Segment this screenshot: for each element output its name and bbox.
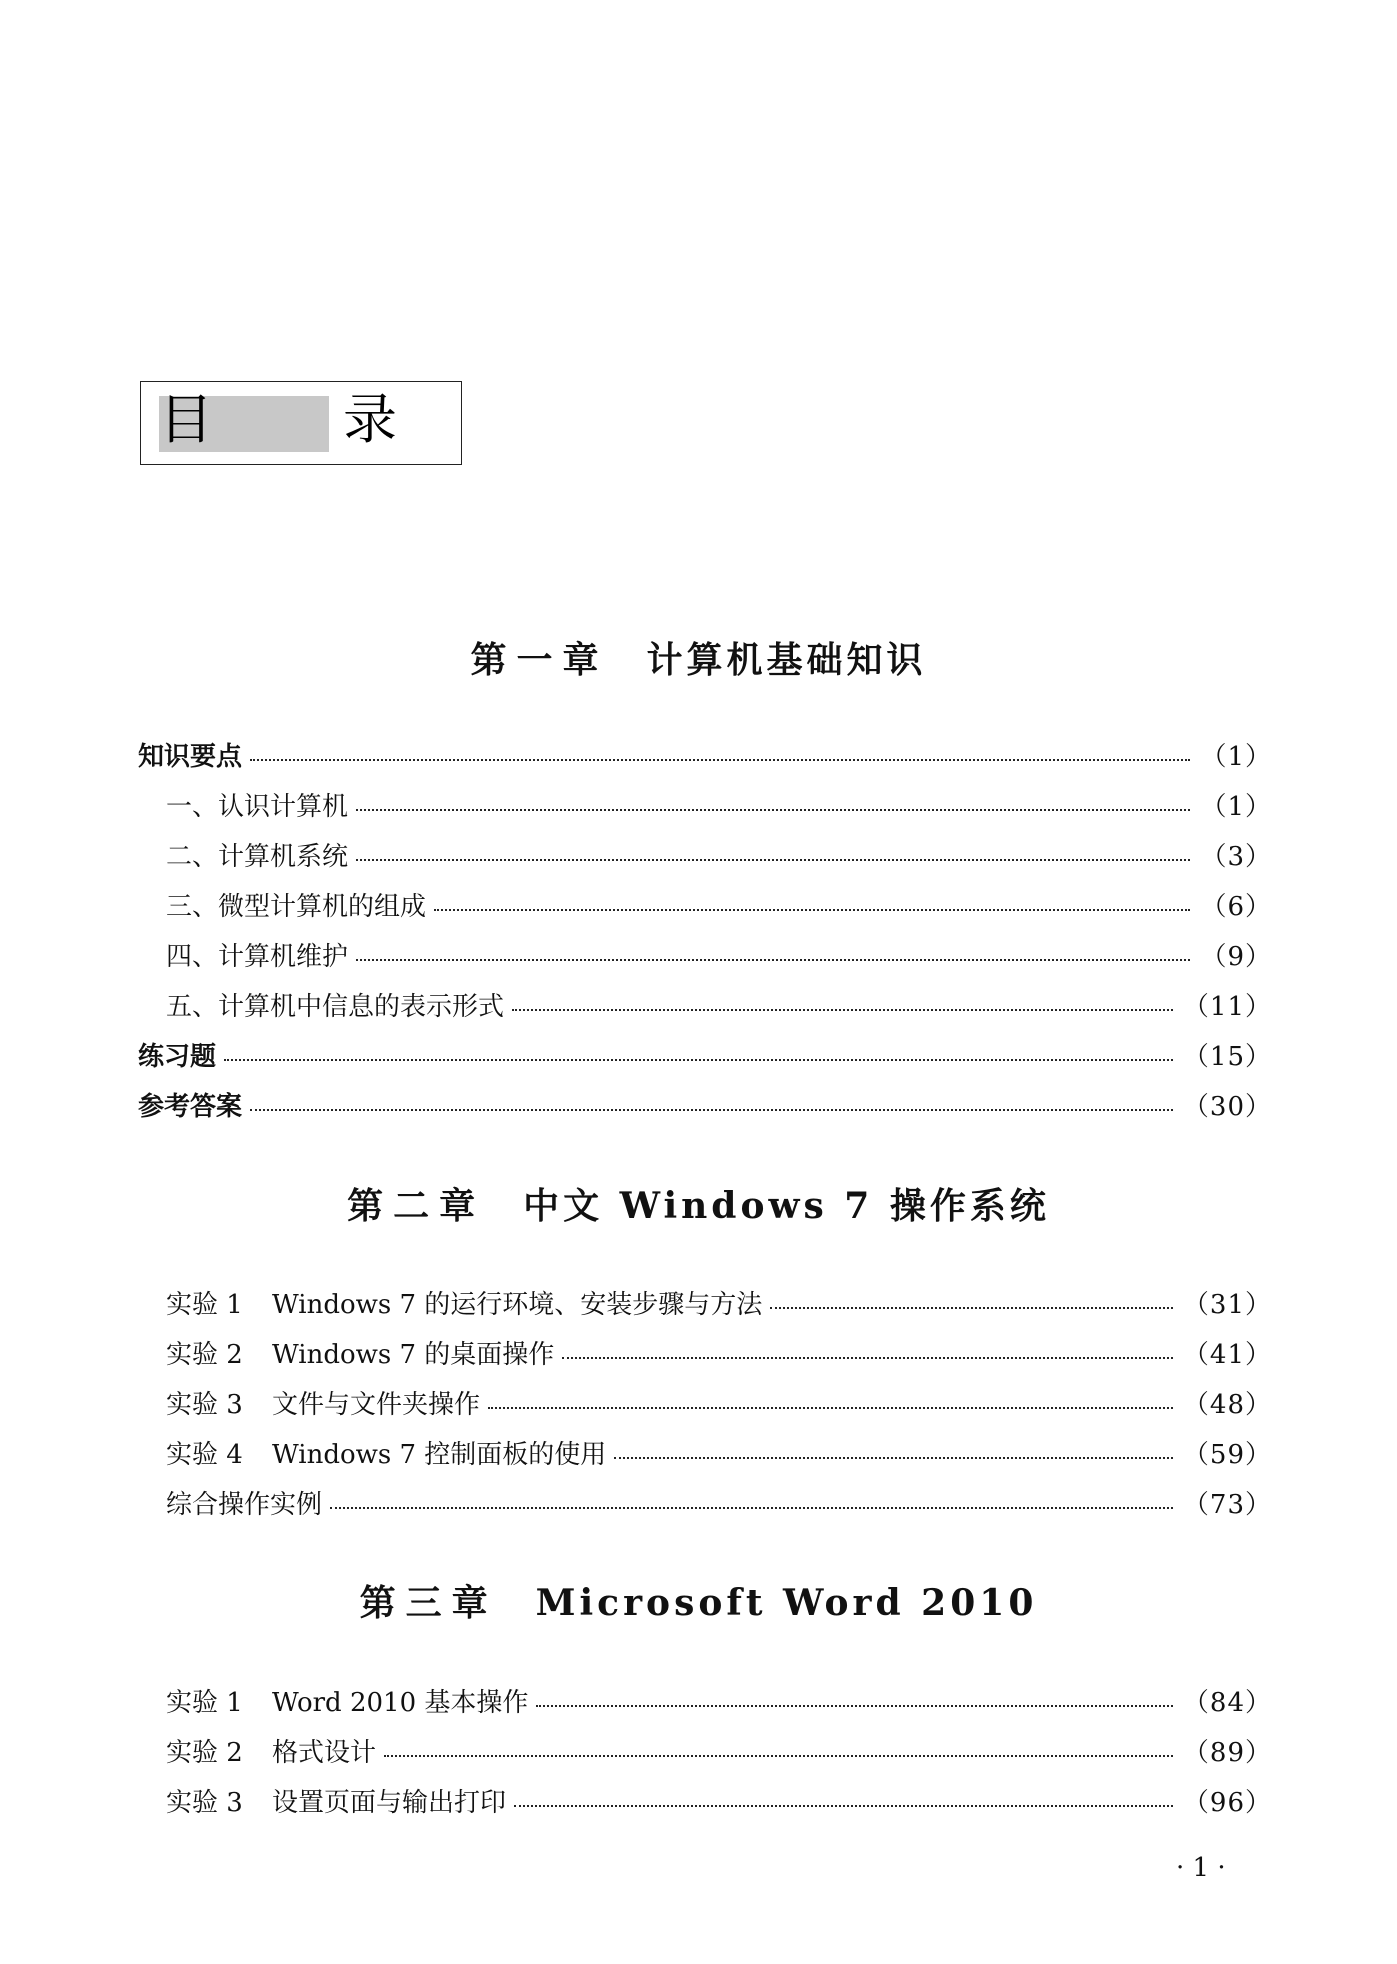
entry-label: 四、计算机维护 [166, 942, 349, 972]
experiment-number: 实验 1 [166, 1290, 243, 1320]
toc-entry[interactable] [166, 887, 1272, 927]
dot-leader [434, 909, 1190, 911]
chapter-heading-3 [0, 1578, 1397, 1628]
dot-leader [562, 1357, 1173, 1359]
experiment-number: 实验 3 [166, 1788, 243, 1818]
toc-entry[interactable] [166, 1485, 1272, 1525]
dot-leader [488, 1407, 1173, 1409]
chapter-number: 第三章 [359, 1582, 498, 1624]
toc-entry[interactable] [166, 1385, 1272, 1425]
entry-page: （41） [1182, 1340, 1272, 1370]
entry-page: （3） [1200, 842, 1272, 872]
entry-page: （48） [1182, 1390, 1272, 1420]
chapter-name: 计算机基础知识 [646, 639, 927, 681]
entry-page: （6） [1200, 892, 1272, 922]
dot-leader [614, 1457, 1173, 1459]
dot-leader [384, 1755, 1173, 1757]
toc-entry[interactable] [166, 1733, 1272, 1773]
entry-label: 三、微型计算机的组成 [166, 892, 427, 922]
entry-label: 设置页面与输出打印 [272, 1788, 507, 1818]
dot-leader [356, 809, 1190, 811]
toc-title: 目 录 [159, 388, 435, 451]
dot-leader [536, 1705, 1173, 1707]
entry-label: Word 2010 基本操作 [272, 1688, 529, 1718]
entry-page: （89） [1182, 1738, 1272, 1768]
entry-page: （96） [1182, 1788, 1272, 1818]
experiment-number: 实验 1 [166, 1688, 243, 1718]
entry-page: （84） [1182, 1688, 1272, 1718]
chapter-heading-2 [0, 1181, 1397, 1231]
toc-entry[interactable] [166, 987, 1272, 1027]
entry-page: （1） [1200, 742, 1272, 772]
toc-entry[interactable] [138, 737, 1272, 777]
entry-label: 二、计算机系统 [166, 842, 349, 872]
toc-title-box [140, 381, 462, 465]
chapter-heading-1 [0, 635, 1397, 685]
dot-leader [514, 1805, 1173, 1807]
dot-leader [356, 859, 1190, 861]
dot-leader [224, 1059, 1173, 1061]
page-number: · 1 · [1176, 1853, 1226, 1883]
entry-label: 一、认识计算机 [166, 792, 349, 822]
entry-label: Windows 7 的运行环境、安装步骤与方法 [272, 1290, 763, 1320]
dot-leader [250, 759, 1190, 761]
toc-entry[interactable] [166, 1435, 1272, 1475]
dot-leader [250, 1109, 1173, 1111]
experiment-number: 实验 3 [166, 1390, 243, 1420]
dot-leader [356, 959, 1190, 961]
entry-label: 知识要点 [138, 742, 243, 772]
chapter-number: 第一章 [470, 639, 609, 681]
entry-page: （11） [1182, 992, 1272, 1022]
chapter-name: Microsoft Word 2010 [535, 1582, 1038, 1624]
entry-label: Windows 7 的桌面操作 [272, 1340, 555, 1370]
toc-entry[interactable] [166, 1335, 1272, 1375]
toc-entry[interactable] [166, 937, 1272, 977]
entry-label: 五、计算机中信息的表示形式 [166, 992, 505, 1022]
entry-label: 格式设计 [272, 1738, 377, 1768]
entry-label: 文件与文件夹操作 [272, 1390, 481, 1420]
entry-page: （31） [1182, 1290, 1272, 1320]
toc-entry[interactable] [138, 1087, 1272, 1127]
experiment-number: 实验 2 [166, 1340, 243, 1370]
entry-page: （1） [1200, 792, 1272, 822]
experiment-number: 实验 2 [166, 1738, 243, 1768]
dot-leader [770, 1307, 1173, 1309]
experiment-number: 实验 4 [166, 1440, 243, 1470]
dot-leader [330, 1507, 1173, 1509]
entry-page: （30） [1182, 1092, 1272, 1122]
toc-entry[interactable] [166, 837, 1272, 877]
entry-page: （15） [1182, 1042, 1272, 1072]
chapter-name: 中文 Windows 7 操作系统 [523, 1185, 1050, 1227]
toc-entry[interactable] [166, 1783, 1272, 1823]
entry-label: Windows 7 控制面板的使用 [272, 1440, 607, 1470]
entry-label: 参考答案 [138, 1092, 243, 1122]
chapter-number: 第二章 [347, 1185, 486, 1227]
entry-label: 综合操作实例 [166, 1490, 323, 1520]
toc-entry[interactable] [166, 787, 1272, 827]
toc-entry[interactable] [138, 1037, 1272, 1077]
toc-entry[interactable] [166, 1683, 1272, 1723]
entry-page: （59） [1182, 1440, 1272, 1470]
entry-page: （73） [1182, 1490, 1272, 1520]
dot-leader [512, 1009, 1173, 1011]
entry-label: 练习题 [138, 1042, 217, 1072]
entry-page: （9） [1200, 942, 1272, 972]
toc-entry[interactable] [166, 1285, 1272, 1325]
